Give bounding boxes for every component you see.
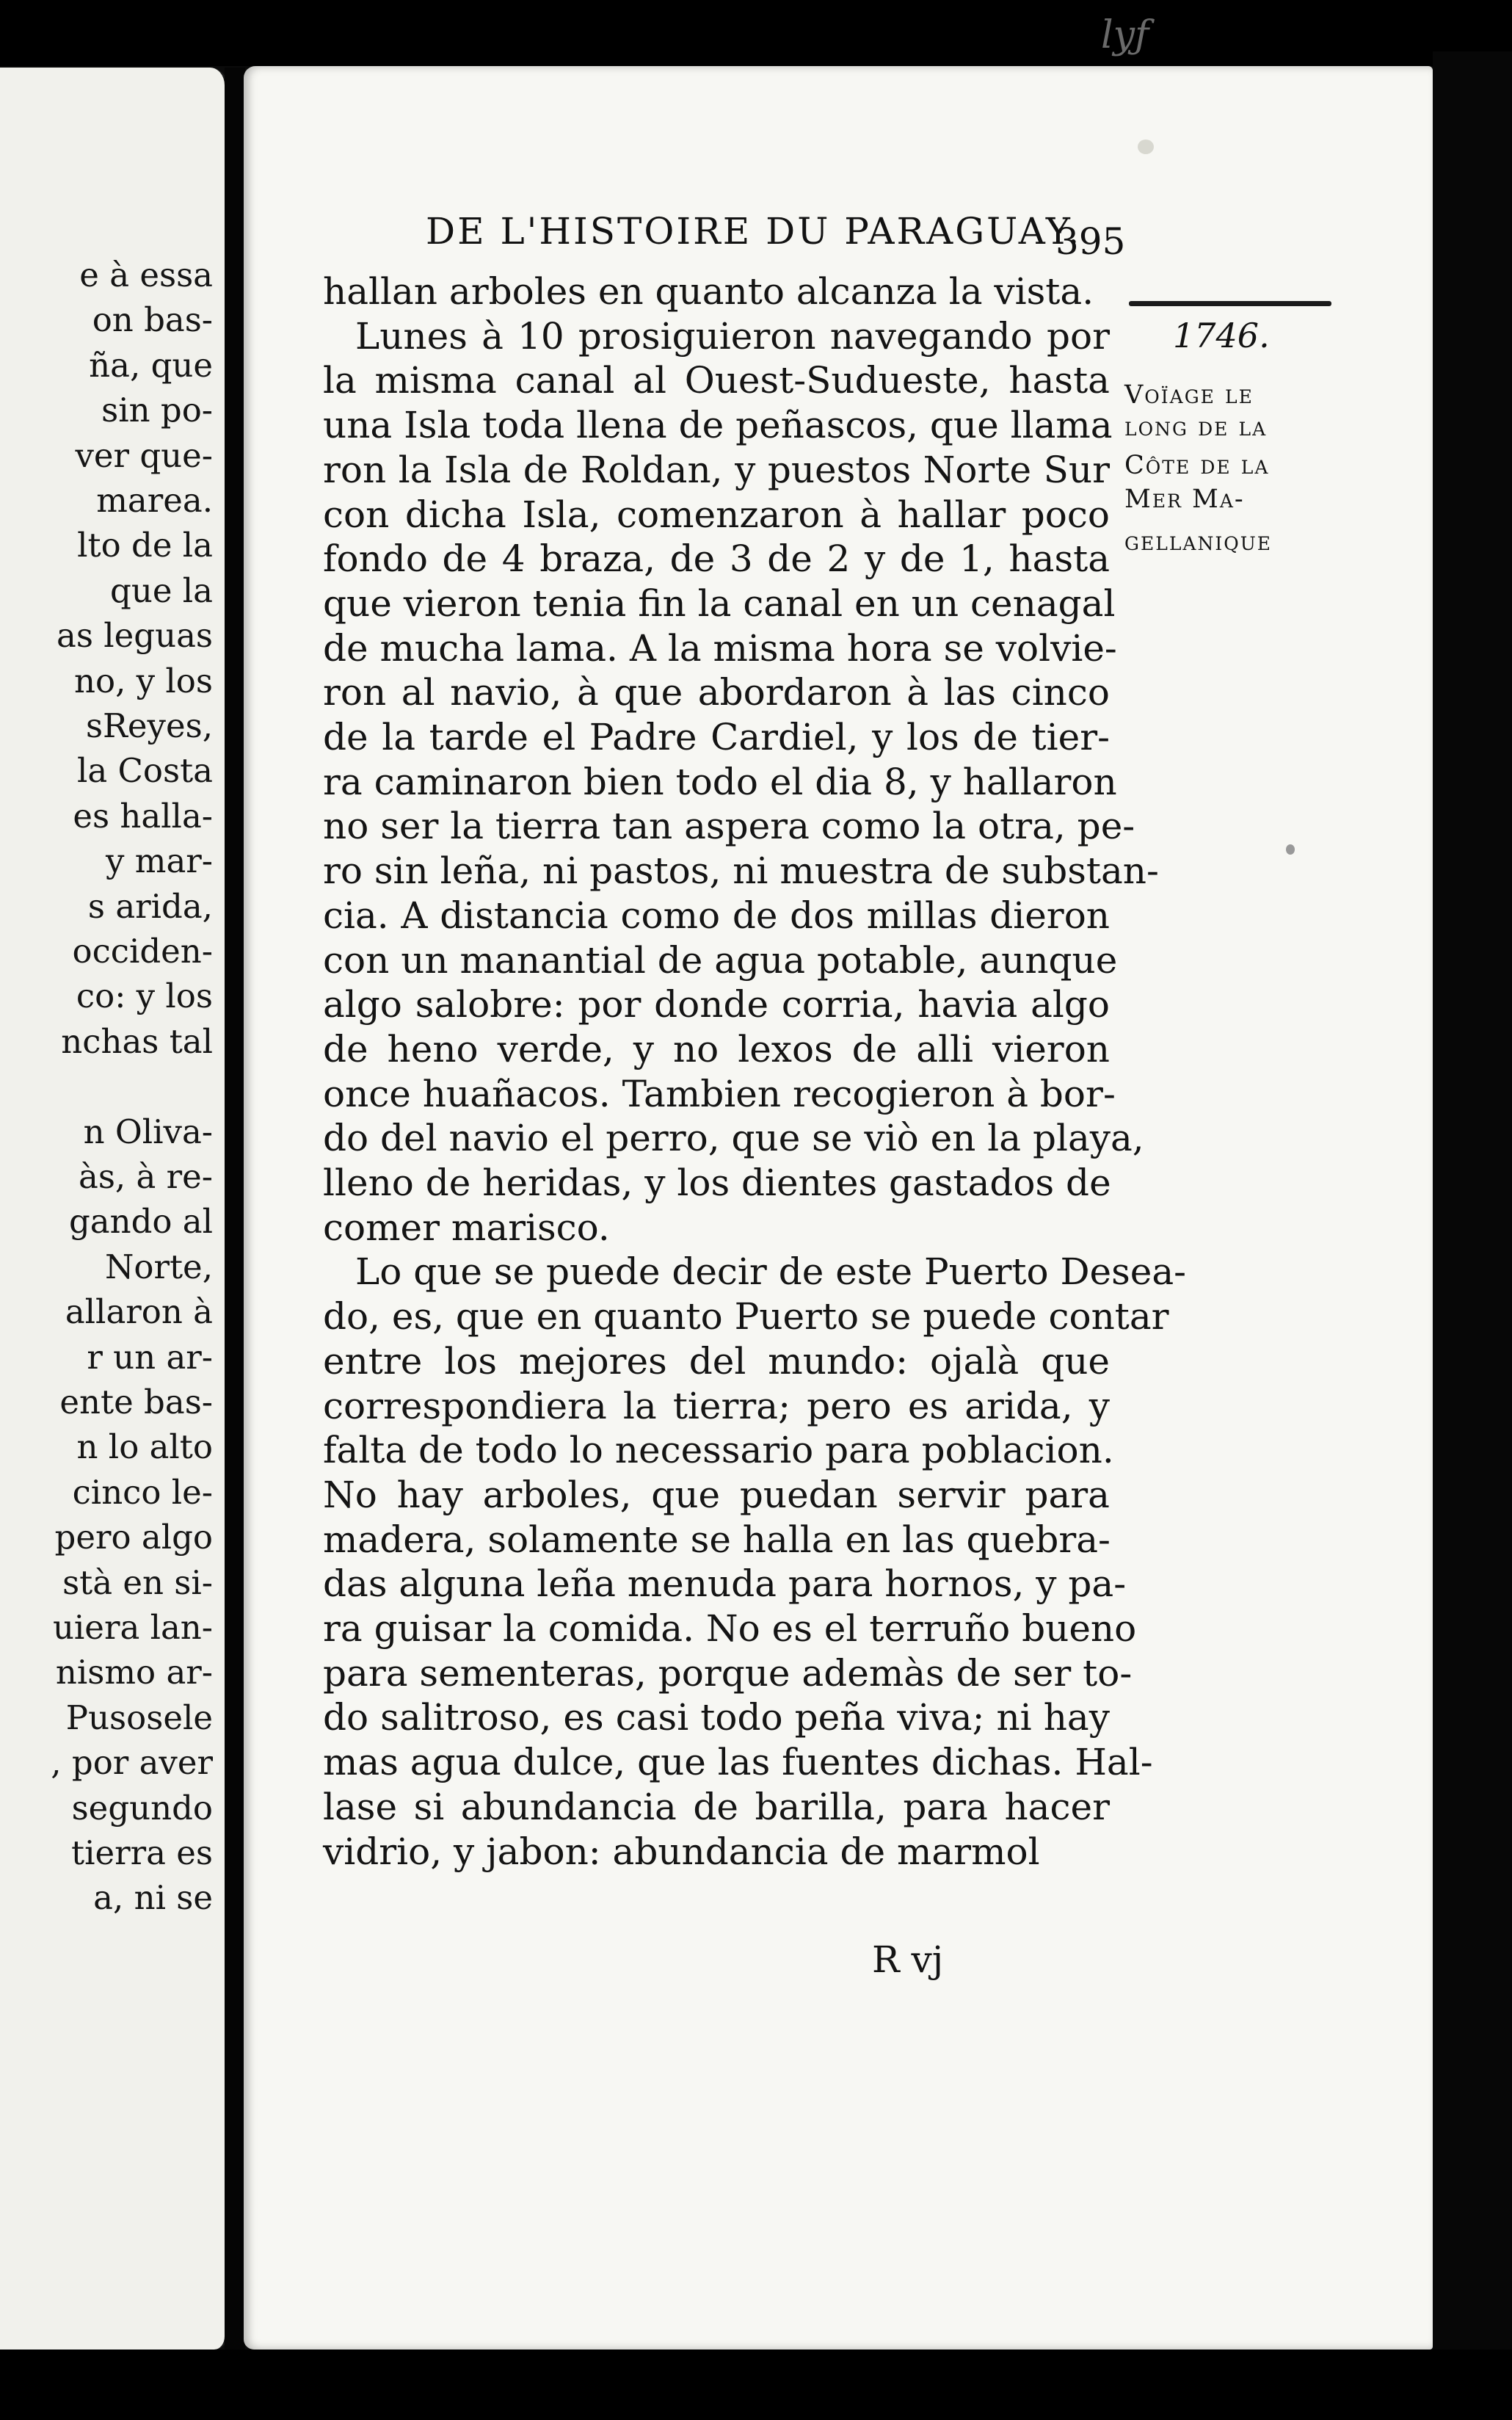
body-line: once huañacos. Tambien recogieron à bor-	[323, 1072, 1116, 1115]
left-page-line: cinco le-	[72, 1472, 213, 1512]
left-page-line: Norte,	[105, 1247, 213, 1286]
body-line: entre los mejores del mundo: ojalà que	[323, 1339, 1110, 1383]
left-page-line: no, y los	[74, 661, 213, 700]
body-line: do del navio el perro, que se viò en la playa,	[323, 1117, 1144, 1160]
left-page-line: ver que-	[75, 435, 213, 475]
left-page-line: allaron à	[65, 1292, 213, 1332]
body-line: do salitroso, es casi todo peña viva; ni hay	[323, 1696, 1110, 1739]
left-page-line: sin po-	[101, 391, 213, 430]
left-page-line: gando al	[68, 1202, 213, 1242]
scan-bottom-border	[0, 2350, 1512, 2420]
body-line: falta de todo lo necessario para poblacion.	[323, 1429, 1114, 1472]
paper-speck	[1138, 140, 1154, 154]
body-line: para sementeras, porque ademàs de ser to-	[323, 1651, 1133, 1695]
scan-right-border	[1433, 51, 1512, 2372]
margin-note-line: long de la	[1124, 413, 1268, 442]
left-page-line: occiden-	[72, 932, 213, 971]
body-line: madera, solamente se halla en las quebra-	[323, 1518, 1111, 1561]
body-line: fondo de 4 braza, de 3 de 2 y de 1, hasta	[323, 537, 1110, 581]
body-line: correspondiera la tierra; pero es arida, y	[323, 1384, 1110, 1427]
body-line: comer marisco.	[323, 1206, 610, 1249]
body-line: de mucha lama. A la misma hora se volvie-	[323, 626, 1117, 670]
body-line: con un manantial de agua potable, aunque	[323, 938, 1118, 982]
scan-top-border	[0, 0, 1512, 66]
left-page-line: stà en si-	[62, 1562, 213, 1602]
left-page-line: segundo	[71, 1788, 213, 1827]
body-line: ron la Isla de Roldan, y puestos Norte Sur	[323, 448, 1110, 491]
left-page-line: marea.	[96, 481, 213, 520]
body-line: algo salobre: por donde corria, havia algo	[323, 983, 1110, 1026]
body-line: das alguna leña menuda para hornos, y pa-	[323, 1562, 1127, 1606]
body-line: mas agua dulce, que las fuentes dichas. Hal-	[323, 1741, 1153, 1784]
running-title: DE L'HISTOIRE DU PARAGUAY.	[426, 210, 1082, 253]
left-page-line: nchas tal	[61, 1021, 213, 1061]
left-page-line: s arida,	[87, 886, 213, 926]
body-line: No hay arboles, que puedan servir para	[323, 1473, 1110, 1516]
body-line: ro sin leña, ni pastos, ni muestra de substan-	[323, 849, 1159, 893]
margin-rule	[1129, 301, 1331, 306]
left-page-line: às, à re-	[78, 1157, 213, 1196]
margin-note-line: Côte de la	[1124, 451, 1270, 480]
left-page-fragment	[0, 68, 228, 2350]
body-line: de heno verde, y no lexos de alli vieron	[323, 1027, 1110, 1070]
signature-mark: R vj	[872, 1938, 944, 1981]
left-page-line: que la	[110, 570, 213, 610]
left-page-line: ña, que	[89, 345, 213, 385]
left-page-line: r un ar-	[87, 1337, 213, 1377]
left-page-line: sReyes,	[85, 706, 213, 745]
left-page-line: ente bas-	[59, 1383, 213, 1421]
left-page-line: n Oliva-	[83, 1112, 213, 1151]
left-page-line: y mar-	[106, 841, 213, 881]
left-page-line: lto de la	[77, 526, 213, 565]
book-gutter	[225, 68, 245, 2350]
body-line: ron al navio, à que abordaron à las cinco	[323, 671, 1110, 714]
left-page-line: , por aver	[51, 1743, 213, 1783]
body-line: lleno de heridas, y los dientes gastados de	[323, 1162, 1111, 1204]
left-page-line: tierra es	[71, 1833, 213, 1872]
margin-note-line: gellanique	[1124, 527, 1273, 557]
margin-year: 1746.	[1173, 316, 1270, 355]
body-line: hallan arboles en quanto alcanza la vista.	[323, 270, 1094, 313]
left-page-line: la Costa	[76, 751, 213, 791]
left-page-line: pero algo	[54, 1518, 213, 1557]
body-line: vidrio, y jabon: abundancia de marmol	[323, 1830, 1040, 1873]
left-page-line: Pusosele	[65, 1698, 213, 1737]
body-line: una Isla toda llena de peñascos, que llama	[323, 404, 1113, 447]
page-number: 395	[1055, 220, 1126, 263]
body-line: no ser la tierra tan aspera como la otra, pe-	[323, 805, 1135, 848]
left-page-line: co: y los	[76, 977, 213, 1016]
body-line: lase si abundancia de barilla, para hacer	[323, 1785, 1110, 1828]
body-line: cia. A distancia como de dos millas dieron	[323, 894, 1110, 937]
left-page-line: on bas-	[92, 300, 213, 340]
left-page-line: uiera lan-	[52, 1608, 213, 1647]
body-line: do, es, que en quanto Puerto se puede contar	[323, 1295, 1169, 1338]
left-page-line: nismo ar-	[55, 1653, 213, 1692]
body-line: Lo que se puede decir de este Puerto Desea-	[355, 1250, 1187, 1294]
left-page-line: e à essa	[79, 256, 213, 294]
left-page-line: a, ni se	[93, 1878, 213, 1918]
body-line: de la tarde el Padre Cardiel, y los de tier-	[323, 716, 1110, 758]
body-line: ra guisar la comida. No es el terruño bueno	[323, 1607, 1137, 1650]
body-line: que vieron tenia fin la canal en un cenagal	[323, 582, 1116, 625]
left-page-line: n lo alto	[76, 1427, 213, 1467]
margin-note-line: Voïage le	[1124, 380, 1254, 410]
handwritten-mark: lyƒ	[1101, 13, 1149, 57]
body-line: ra caminaron bien todo el dia 8, y hallaron	[323, 760, 1117, 803]
body-line: Lunes à 10 prosiguieron navegando por	[355, 314, 1110, 358]
left-page-line: es halla-	[73, 796, 213, 836]
left-page-line: as leguas	[57, 616, 213, 656]
margin-note-line: Mer Ma-	[1124, 485, 1245, 514]
body-line: la misma canal al Ouest-Sudueste, hasta	[323, 359, 1110, 402]
paper-speck	[1286, 844, 1295, 855]
body-line: con dicha Isla, comenzaron à hallar poco	[323, 493, 1110, 536]
